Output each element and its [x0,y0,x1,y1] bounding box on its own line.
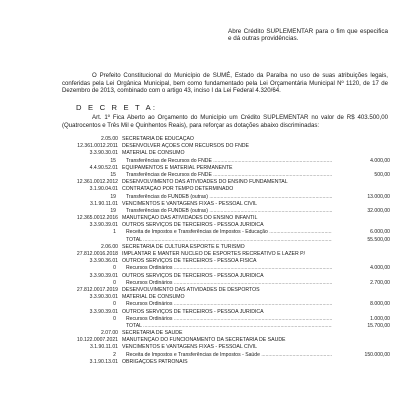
allocation-description: SECRETARIA DE CULTURA ESPORTE E TURISMO [122,243,245,250]
allocation-description: SECRETARIA DE SAÚDE [122,330,183,337]
allocation-value: 15.700,00 [367,322,390,329]
allocation-code: 15 [110,157,116,164]
allocation-item-row [62,194,390,201]
allocation-description: MANUTENÇÃO DO FUNCIONAMENTO DA SECRETARIA DE SAÚDE [122,337,286,344]
allocation-heading-row [62,179,390,186]
decreta-heading: D E C R E T A: [76,103,158,112]
allocation-description: Transferências de Recursos do FNDE ..... [126,172,332,179]
allocation-heading-row [62,136,390,143]
allocation-description: DESENVOLVIMENTO DAS ATIVIDADES DE DESPORTOS [122,286,260,293]
allocation-description: Recursos Ordinários ..... [126,316,332,323]
allocation-value: 13.000,00 [367,193,390,200]
allocation-code: 0 [113,315,116,322]
allocation-heading-row [62,186,390,193]
allocation-description: TOTAL ..... [126,237,332,244]
allocation-value: 4.000,00 [370,265,390,272]
allocation-description: IMPLANTAR E MANTER NUCLEO DE ESPORTES RECREATIVO E LAZER P/ [122,251,306,257]
allocation-item-row [62,208,390,215]
allocation-value: 32.000,00 [367,207,390,214]
budget-allocations-list [62,136,390,366]
allocation-value: 2.700,00 [370,279,390,286]
allocation-code: 12.361.0012.2012 [76,179,118,186]
allocation-value: 500,00 [374,171,390,178]
allocation-description: Receita de Impostos e Transferências de Impostos - Saúde ..... [126,352,332,359]
allocation-description: VENCIMENTOS E VANTAGENS FIXAS - PESSOAL CIVIL [122,200,258,207]
allocation-code: 19 [110,207,116,214]
allocation-code: 27.812.0017.2019 [76,286,118,293]
allocation-heading-row [62,143,390,150]
allocation-item-row [62,316,390,323]
preamble-paragraph: O Prefeito Constitucional do Município de SUMÉ, Estado da Paraíba no uso de suas atribuições legais, conferidas pela Lei Orgânica Municipal, bem como fundamentado pela Lei Orçamentária Municipal Nº 1120, de 17 de Dezembro de 2013, combinado com o artigo 43, inciso I da Lei Federal 4.320/64. [62,72,388,95]
allocation-description: Recursos Ordinários ..... [126,301,332,308]
allocation-value: 6.000,00 [370,229,390,236]
allocation-description: Recursos Ordinários ..... [126,280,332,287]
allocation-code: 12.361.0012.2011 [77,143,118,150]
allocation-description: Transferências do FUNDEB (outras) ..... [126,208,332,215]
allocation-code: 12.365.0012.2016 [76,215,118,222]
allocation-description: OUTROS SERVIÇOS DE TERCEIROS - PESSOA JURÍDICA [122,272,264,279]
allocation-code: 1 [113,229,116,236]
allocation-code: 0 [113,301,116,308]
allocation-value: 55.500,00 [367,236,390,243]
allocation-code: 3.3.90.36.01 [89,258,118,265]
allocation-item-row [62,265,390,272]
allocation-value: 1.000,00 [370,315,390,322]
allocation-heading-row [62,150,390,157]
allocation-description: Recursos Ordinários ..... [126,265,332,272]
allocation-heading-row [62,330,390,337]
allocation-code: 3.1.90.04.01 [89,186,118,193]
allocation-code: 0 [113,265,116,272]
allocation-item-row [62,301,390,308]
allocation-heading-row [62,273,390,280]
allocation-heading-row [62,251,390,258]
allocation-code: 19 [110,193,116,200]
allocation-description: DESENVOLVER AÇÕES COM RECURSOS DO FNDE [122,143,250,150]
allocation-description: OUTROS SERVIÇOS DE TERCEIROS - PESSOA FÍSICA [122,258,257,265]
allocation-code: 2 [113,351,116,358]
allocation-description: TOTAL ..... [126,323,332,330]
allocation-heading-row [62,165,390,172]
article-1-paragraph: Art. 1º Fica Aberto ao Orçamento do Município um Crédito SUPLEMENTAR no valor de R$ 403.500,00 (Quatrocentos e Três Mil e Quinhentos Reais), para reforçar as dotações abaixo discriminadas: [62,114,388,129]
allocation-code: 0 [113,279,116,286]
allocation-description: DESENVOLVIMENTO DAS ATIVIDADES DO ENSINO FUNDAMENTAL [122,179,288,186]
allocation-code: 3.3.90.39.01 [89,222,118,229]
allocation-heading-row [62,201,390,208]
allocation-description: EQUIPAMENTOS E MATERIAL PERMANENTE [122,164,233,171]
allocation-description: Receita de Impostos e Transferências de Impostos - Educação ..... [126,229,332,236]
allocation-code: 4.4.90.52.01 [89,164,118,171]
allocation-description: VENCIMENTOS E VANTAGENS FIXAS - PESSOAL CIVIL [122,344,258,351]
allocation-heading-row [62,309,390,316]
allocation-description: MANUTENÇÃO DAS ATIVIDADES DO ENSINO INFANTIL [122,215,258,222]
allocation-code: 3.1.90.13.01 [89,358,118,365]
allocation-item-row [62,280,390,287]
allocation-code: 3.3.90.39.01 [89,308,118,315]
allocation-heading-row [62,359,390,366]
allocation-heading-row [62,258,390,265]
allocation-description: SECRETARIA DE EDUCAÇÃO [122,136,194,142]
allocation-heading-row [62,215,390,222]
allocation-item-row [62,229,390,236]
allocation-code: 10.122.0007.2021 [76,337,118,344]
allocation-item-row [62,158,390,165]
allocation-code: 2.06.00 [101,243,118,250]
allocation-value: 8.000,00 [370,301,390,308]
allocation-heading-row [62,287,390,294]
decree-summary: Abre Crédito SUPLEMENTAR para o fim que especifica e dá outras providências. [228,28,388,43]
allocation-description: OBRIGAÇÕES PATRONAIS [122,358,188,365]
allocation-code: 3.3.90.30.01 [89,150,118,157]
allocation-heading-row [62,337,390,344]
allocation-description: MATERIAL DE CONSUMO [122,150,185,157]
allocation-code: 2.07.00 [101,330,118,337]
allocation-item-row [62,172,390,179]
allocation-code: 3.3.90.39.01 [89,272,118,279]
allocation-description: Transferências de Recursos do FNDE ..... [126,158,332,165]
allocation-total-row [62,237,390,244]
allocation-item-row [62,352,390,359]
allocation-code: 2.05.00 [101,136,118,142]
allocation-code: 3.1.90.11.01 [90,200,118,207]
allocation-heading-row [62,294,390,301]
allocation-description: CONTRATAÇÃO POR TEMPO DETERMINADO [122,186,234,193]
allocation-description: Transferências do FUNDEB (outras) ..... [126,194,332,201]
allocation-heading-row [62,344,390,351]
allocation-total-row [62,323,390,330]
allocation-heading-row [62,222,390,229]
allocation-code: 3.3.90.30.01 [89,294,118,301]
allocation-code: 3.1.90.11.01 [90,344,118,351]
allocation-description: OUTROS SERVIÇOS DE TERCEIROS - PESSOA JURÍDICA [122,222,264,229]
allocation-heading-row [62,244,390,251]
allocation-description: MATERIAL DE CONSUMO [122,294,185,301]
allocation-description: OUTROS SERVIÇOS DE TERCEIROS - PESSOA JURÍDICA [122,308,264,315]
allocation-code: 15 [110,171,116,178]
allocation-value: 4.000,00 [370,157,390,164]
allocation-value: 150.000,00 [364,351,390,358]
allocation-code: 27.812.0016.2018 [76,251,118,257]
